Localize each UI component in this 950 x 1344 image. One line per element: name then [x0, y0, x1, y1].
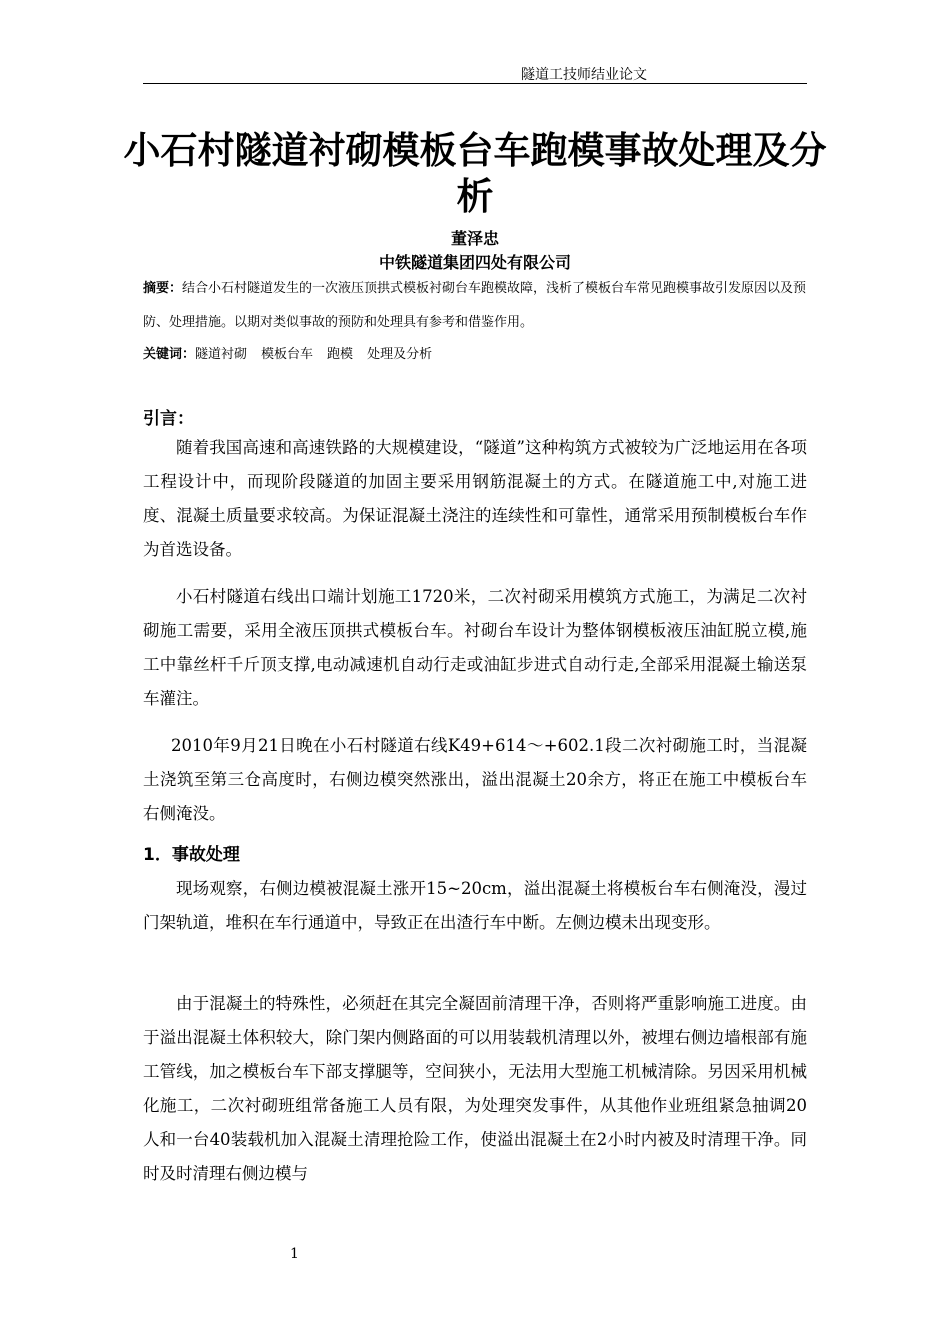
body-paragraph: 小石村隧道右线出口端计划施工1720米，二次衬砌采用模筑方式施工，为满足二次衬砌施工需要，采用全液压顶拱式模板台车。衬砌台车设计为整体钢模板液压油缸脱立模,施工中靠丝杆千斤顶支撑,电动减速机自动行走或油缸步进式自动行走,全部采用混凝土输送泵车灌注。 [143, 587, 807, 708]
paper-title: 小石村隧道衬砌模板台车跑模事故处理及分析 [123, 129, 827, 218]
keyword-item: 隧道衬砌 [195, 347, 248, 362]
body-paragraph: 现场观察，右侧边模被混凝土涨开15~20cm，溢出混凝土将模板台车右侧淹没，漫过门架轨道，堆积在车行通道中，导致正在出渣行车中断。左侧边模未出现变形。 [143, 879, 807, 932]
body-paragraph: 2010年9月21日晚在小石村隧道右线K49+614～+602.1段二次衬砌施工时，当混凝土浇筑至第三仓高度时，右侧边模突然涨出，溢出混凝土20余方，将正在施工中模板台车右侧淹没。 [143, 736, 807, 823]
running-header: 隧道工技师结业论文 [521, 67, 647, 83]
section-heading-accident-handling: 1．事故处理 [143, 845, 240, 865]
abstract-label: 摘要： [143, 281, 183, 296]
keyword-item: 模板台车 [261, 347, 314, 362]
body-paragraph: 随着我国高速和高速铁路的大规模建设，“隧道”这种构筑方式被较为广泛地运用在各项工程设计中，而现阶段隧道的加固主要采用钢筋混凝土的方式。在隧道施工中,对施工进度、混凝土质量要求较高。为保证混凝土浇注的连续性和可靠性，通常采用预制模板台车作为首选设备。 [143, 438, 807, 559]
author-name: 董泽忠 [450, 229, 499, 248]
keywords [143, 345, 807, 365]
keywords-label: 关键词： [143, 347, 196, 362]
header-rule [143, 83, 807, 84]
keyword-item: 处理及分析 [367, 347, 433, 362]
abstract [143, 272, 811, 340]
abstract-text: 结合小石村隧道发生的一次液压顶拱式模板衬砌台车跑模故障，浅析了模板台车常见跑模事故引发原因以及预防、处理措施。以期对类似事故的预防和处理具有参考和借鉴作用。 [143, 281, 807, 330]
section-heading-intro: 引言： [143, 409, 194, 429]
page-number: 1 [290, 1246, 299, 1262]
author-affiliation: 中铁隧道集团四处有限公司 [378, 253, 571, 272]
body-paragraph: 由于混凝土的特殊性，必须赶在其完全凝固前清理干净，否则将严重影响施工进度。由于溢出混凝土体积较大，除门架内侧路面的可以用装载机清理以外，被埋右侧边墙根部有施工管线，加之模板台车下部支撑腿等，空间狭小，无法用大型施工机械清除。另因采用机械化施工，二次衬砌班组常备施工人员有限，为处理突发事件，从其他作业班组紧急抽调20人和一台40装载机加入混凝土清理抢险工作，使溢出混凝土在2小时内被及时清理干净。同时及时清理右侧边模与 [143, 994, 807, 1183]
keyword-item: 跑模 [327, 347, 354, 362]
